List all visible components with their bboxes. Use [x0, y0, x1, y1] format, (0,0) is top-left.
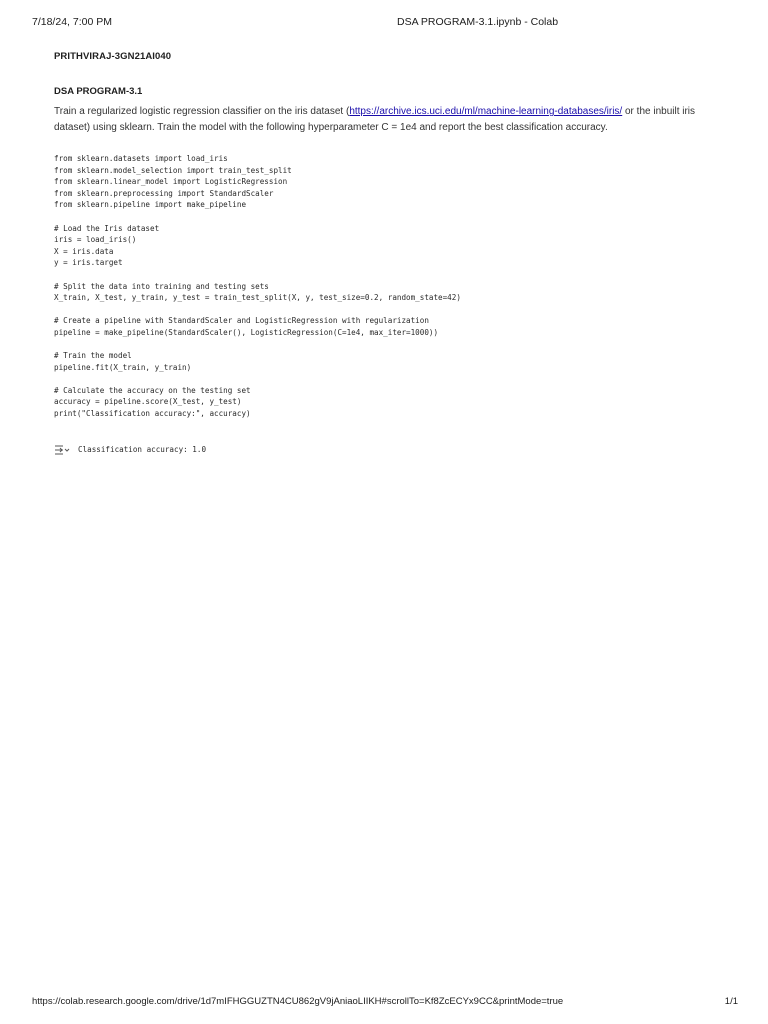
print-header — [32, 16, 738, 32]
code-line: y = iris.target — [54, 258, 123, 268]
task-description — [54, 104, 714, 136]
code-line: X_train, X_test, y_train, y_test = train_test_split(X, y, test_size=0.2, random_state=42) — [54, 293, 461, 303]
code-line: from sklearn.model_selection import train_test_split — [54, 165, 292, 175]
page-url: https://colab.research.google.com/drive/1d7mIFHGGUZTN4CU862gV9jAniaoLIIKH#scrollTo=Kf8ZcECYx9CC&printMode=true — [32, 996, 564, 1007]
author-heading: PRITHVIRAJ-3GN21AI040 — [54, 51, 172, 62]
description-text-end: or the inbuilt iris dataset) using sklearn. Train the model with the following hyperparameter C = 1e4 and report the best classification accuracy. — [54, 106, 696, 133]
code-blank-line — [54, 211, 734, 223]
code-blank-line — [54, 373, 734, 385]
print-date: 7/18/24, 7:00 PM — [32, 16, 112, 28]
code-line: accuracy = pipeline.score(X_test, y_test) — [54, 397, 242, 407]
code-line: pipeline.fit(X_train, y_train) — [54, 362, 192, 372]
description-text-start: Train a regularized logistic regression classifier on the iris dataset ( — [54, 106, 350, 117]
code-line: # Split the data into training and testing sets — [54, 281, 269, 291]
code-line: # Create a pipeline with StandardScaler and LogisticRegression with regularization — [54, 316, 429, 326]
program-heading: DSA PROGRAM-3.1 — [54, 86, 143, 97]
code-line: print("Classification accuracy:", accuracy) — [54, 409, 251, 419]
print-title: DSA PROGRAM-3.1.ipynb - Colab — [397, 16, 559, 28]
print-footer — [32, 996, 738, 1010]
dataset-link[interactable]: https://archive.ics.uci.edu/ml/machine-learning-databases/iris/ — [349, 106, 623, 117]
code-line: from sklearn.linear_model import LogisticRegression — [54, 177, 288, 187]
code-line: from sklearn.pipeline import make_pipeline — [54, 200, 247, 210]
code-line: X = iris.data — [54, 246, 114, 256]
code-blank-line — [54, 269, 734, 281]
page-number: 1/1 — [724, 996, 738, 1007]
code-line: from sklearn.datasets import load_iris — [54, 154, 228, 163]
code-cell[interactable] — [54, 153, 734, 420]
code-line: iris = load_iris() — [54, 235, 137, 245]
code-line: # Calculate the accuracy on the testing set — [54, 385, 251, 395]
code-line: # Load the Iris dataset — [54, 223, 160, 233]
output-area — [54, 442, 206, 456]
output-text: Classification accuracy: 1.0 — [78, 444, 207, 454]
code-blank-line — [54, 304, 734, 316]
code-line: # Train the model — [54, 351, 132, 361]
code-line: pipeline = make_pipeline(StandardScaler(), LogisticRegression(C=1e4, max_iter=1000)) — [54, 327, 439, 337]
code-line: from sklearn.preprocessing import StandardScaler — [54, 188, 274, 198]
output-toggle-icon[interactable] — [54, 443, 70, 455]
code-blank-line — [54, 339, 734, 351]
